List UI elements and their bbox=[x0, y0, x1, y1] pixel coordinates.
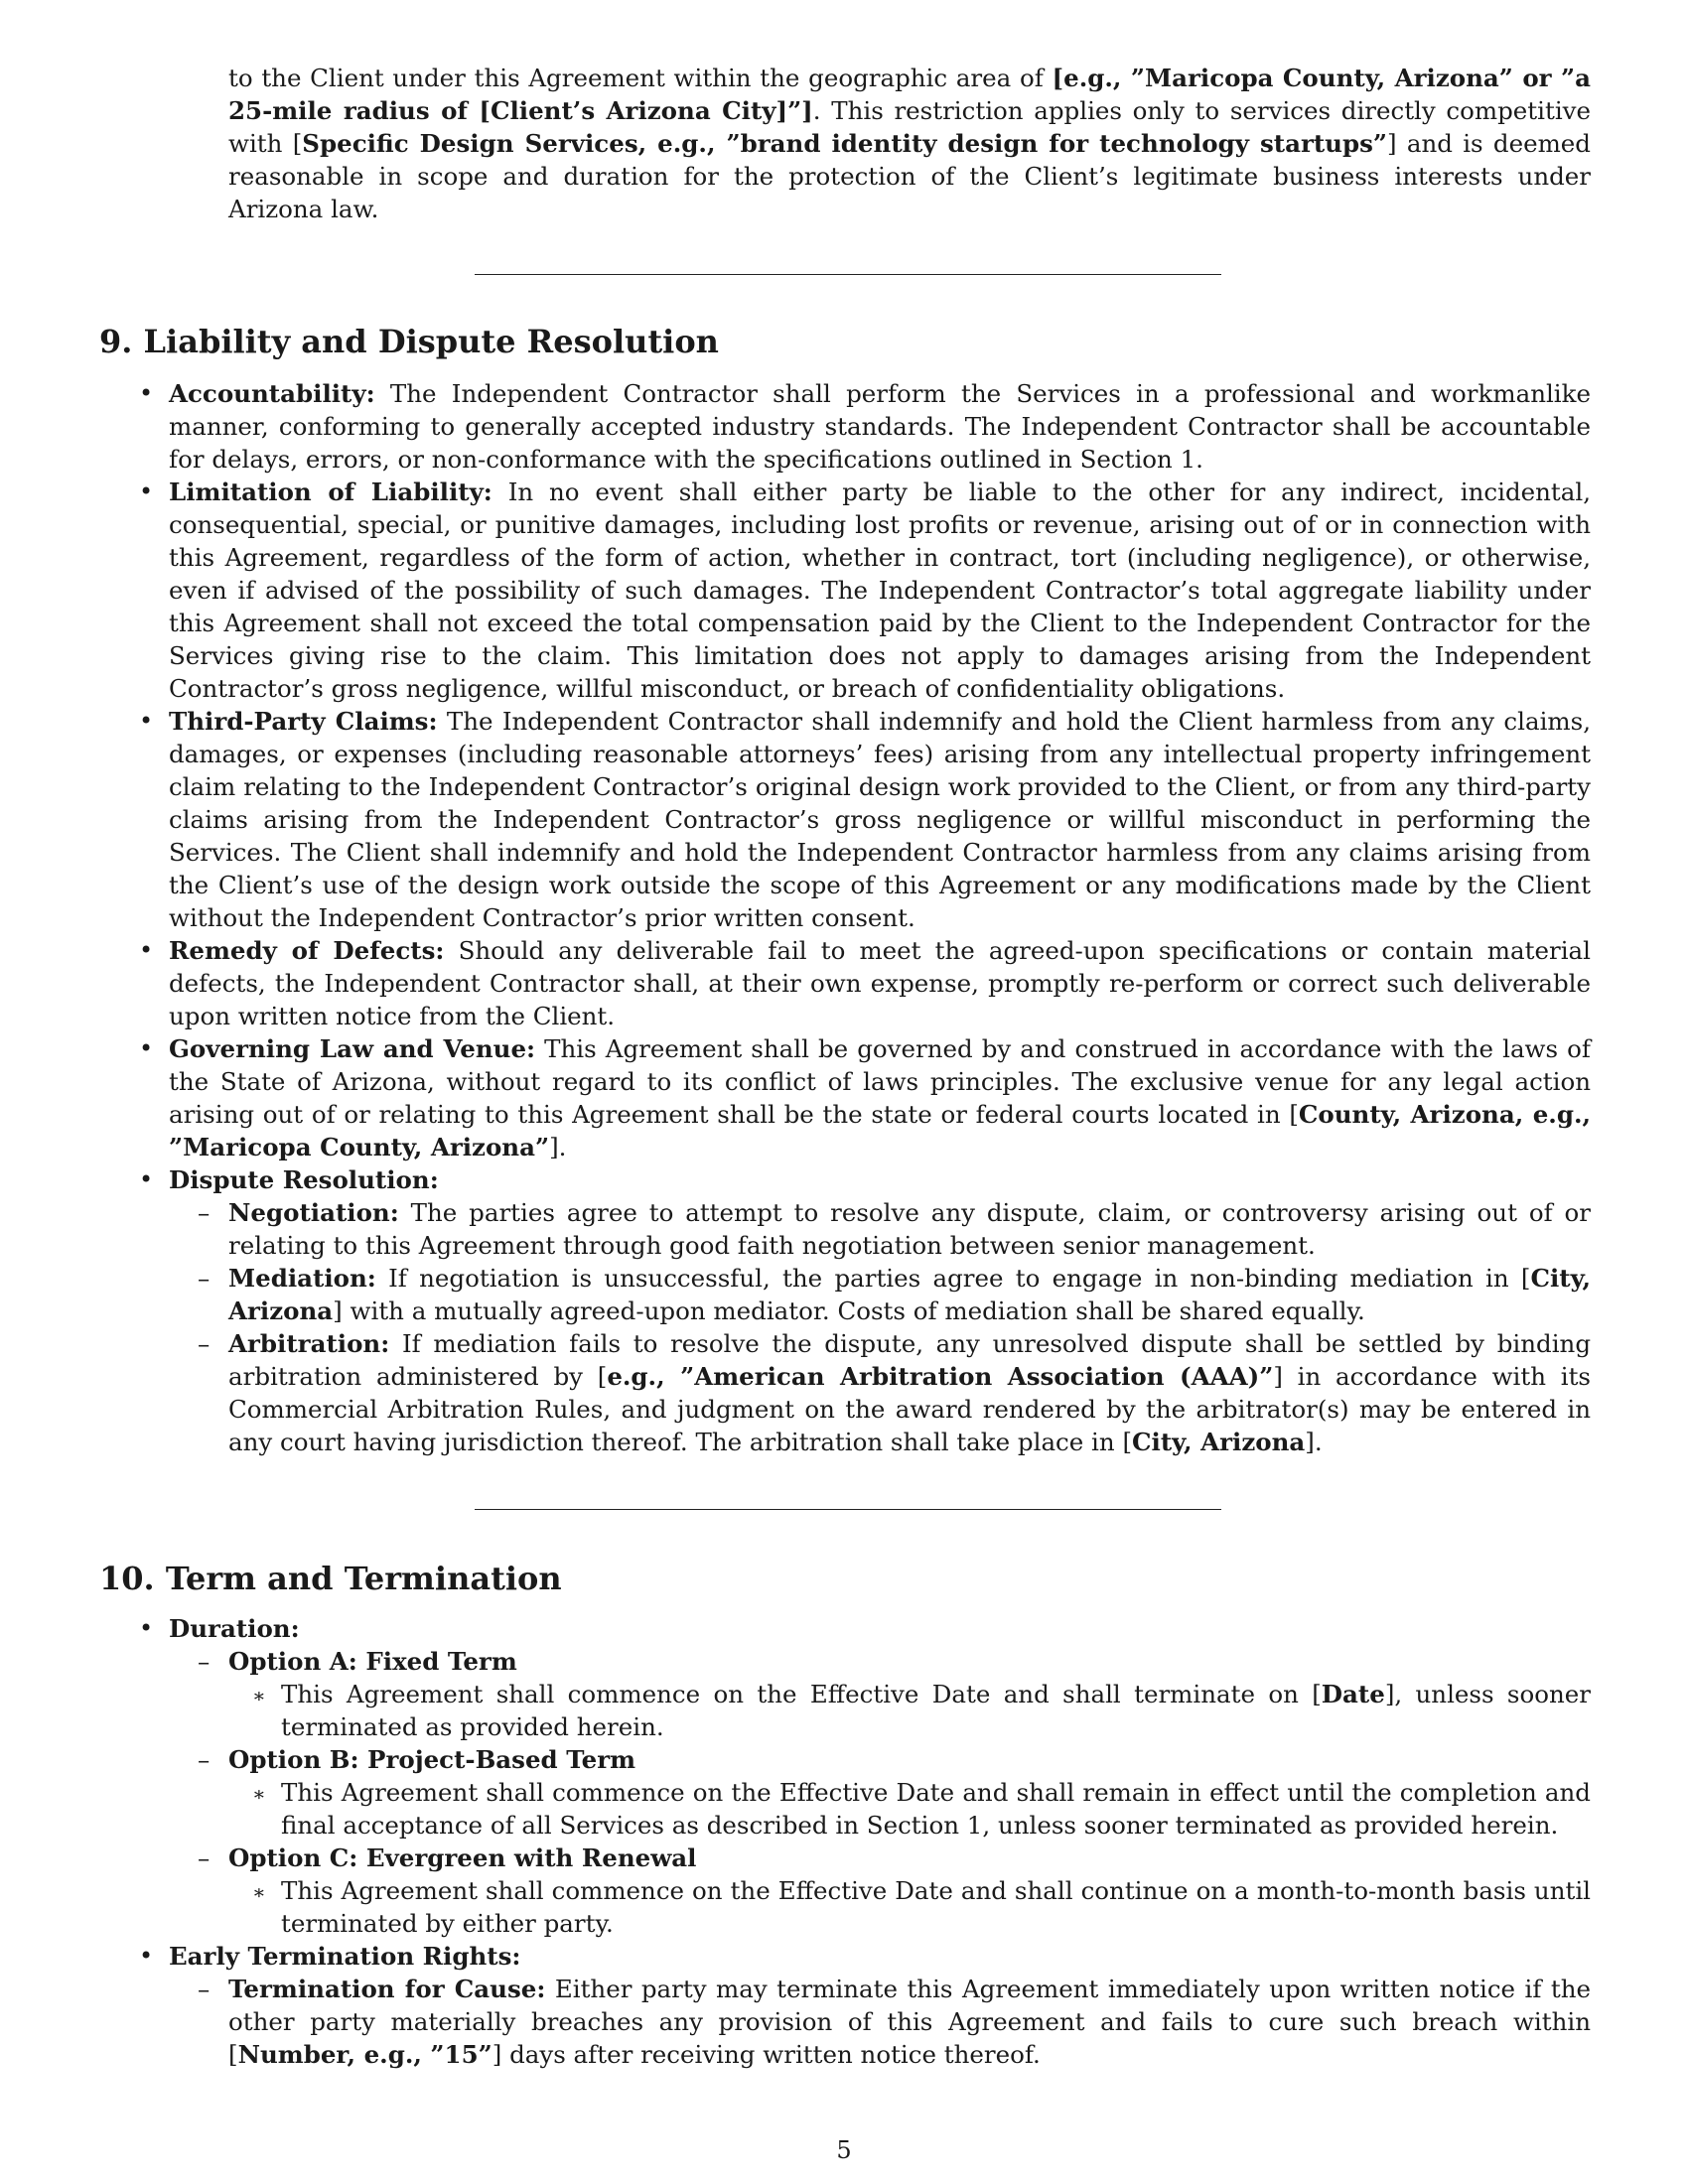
list-item-dispute-resolution: • Dispute Resolution: bbox=[139, 1165, 439, 1194]
section-divider bbox=[475, 1509, 1221, 1510]
asterisk-icon: ∗ bbox=[252, 1782, 266, 1806]
intro-paragraph: to the Client under this Agreement within the geographic area of [e.g., ”Maricopa County, Arizona” or ”a 25-mile radius of [Client’s Arizona City]”]. This restriction applies only to services directly competitive with [Specific Design Services, e.g., ”brand identity design for technology startups”] and is deemed reasonable in scope and duration for the protection of the Client’s legitimate business interests under Arizona law. bbox=[228, 64, 1592, 223]
list-item-duration: • Duration: bbox=[139, 1614, 300, 1643]
sub-sub-item-option-b-text: ∗ This Agreement shall commence on the Effective Date and shall remain in effect until the completion and final acceptance of all Services as described in Section 1, unless sooner terminated as provided herein. bbox=[252, 1778, 1591, 1840]
asterisk-icon: ∗ bbox=[252, 1684, 266, 1707]
sub-item-mediation: – Mediation: If negotiation is unsuccessful, the parties agree to engage in non-binding mediation in [City, Arizona] with a mutually agreed-upon mediator. Costs of mediation shall be shared equally. bbox=[198, 1264, 1591, 1325]
dash-icon: – bbox=[198, 1975, 211, 2003]
section-9-body bbox=[136, 377, 1591, 1458]
sub-item-option-c: – Option C: Evergreen with Renewal bbox=[198, 1843, 697, 1872]
dash-icon: – bbox=[198, 1329, 211, 1358]
bullet-icon: • bbox=[139, 379, 154, 407]
sub-sub-item-option-c-text: ∗ This Agreement shall commence on the Effective Date and shall continue on a month-to-month basis until terminated by either party. bbox=[252, 1876, 1591, 1938]
list-item-limitation-of-liability: • Limitation of Liability: In no event shall either party be liable to the other for any indirect, incidental, consequential, special, or punitive damages, including lost profits or revenue, arising out of or in connection with this Agreement, regardless of the form of action, whether in contract, tort (including negligence), or otherwise, even if advised of the possibility of such damages. The Independent Contractor’s total aggregate liability under this Agreement shall not exceed the total compensation paid by the Client to the Independent Contractor for the Services giving rise to the claim. This limitation does not apply to damages arising from the Independent Contractor’s gross negligence, willful misconduct, or breach of confidentiality obligations. bbox=[139, 478, 1591, 703]
sub-item-arbitration: – Arbitration: If mediation fails to resolve the dispute, any unresolved dispute shall be settled by binding arbitration administered by [e.g., ”American Arbitration Association (AAA)”] in accordance with its Commercial Arbitration Rules, and judgment on the award rendered by the arbitrator(s) may be entered in any court having jurisdiction thereof. The arbitration shall take place in [City, Arizona]. bbox=[198, 1329, 1591, 1456]
bullet-icon: • bbox=[139, 1034, 154, 1062]
list-item-early-termination: • Early Termination Rights: bbox=[139, 1942, 521, 1971]
sub-item-negotiation: – Negotiation: The parties agree to attempt to resolve any dispute, claim, or controversy arising out of or relating to this Agreement through good faith negotiation between senior management. bbox=[198, 1198, 1591, 1260]
list-item-accountability: • Accountability: The Independent Contractor shall perform the Services in a professional and workmanlike manner, conforming to generally accepted industry standards. The Independent Contractor shall be accountable for delays, errors, or non-conformance with the specifications outlined in Section 1. bbox=[139, 379, 1591, 474]
dash-icon: – bbox=[198, 1264, 211, 1293]
section-9-heading: 9. Liability and Dispute Resolution bbox=[99, 323, 719, 360]
list-item-governing-law: • Governing Law and Venue: This Agreement shall be governed by and construed in accordance with the laws of the State of Arizona, without regard to its conflict of laws principles. The exclusive venue for any legal action arising out of or relating to this Agreement shall be the state or federal courts located in [County, Arizona, e.g., ”Maricopa County, Arizona”]. bbox=[139, 1034, 1592, 1161]
asterisk-icon: ∗ bbox=[252, 1880, 266, 1904]
bullet-icon: • bbox=[139, 478, 154, 505]
dash-icon: – bbox=[198, 1647, 211, 1676]
sub-sub-item-option-a-text: ∗ This Agreement shall commence on the Effective Date and shall terminate on [Date], unless sooner terminated as provided herein. bbox=[252, 1680, 1591, 1741]
dash-icon: – bbox=[198, 1745, 211, 1774]
bullet-icon: • bbox=[139, 1614, 154, 1642]
list-item-remedy-of-defects: • Remedy of Defects: Should any deliverable fail to meet the agreed-upon specifications or contain material defects, the Independent Contractor shall, at their own expense, promptly re-perform or correct such deliverable upon written notice from the Client. bbox=[139, 936, 1591, 1030]
section-10-heading: 10. Term and Termination bbox=[99, 1560, 562, 1597]
dash-icon: – bbox=[198, 1843, 211, 1872]
sub-item-option-b: – Option B: Project-Based Term bbox=[198, 1745, 636, 1774]
dash-icon: – bbox=[198, 1198, 211, 1227]
list-item-third-party-claims: • Third-Party Claims: The Independent Contractor shall indemnify and hold the Client harmless from any claims, damages, or expenses (including reasonable attorneys’ fees) arising from any intellectual property infringement claim relating to the Independent Contractor’s original design work provided to the Client, or from any third-party claims arising from the Independent Contractor’s gross negligence or willful misconduct in performing the Services. The Client shall indemnify and hold the Independent Contractor harmless from any claims arising from the Client’s use of the design work outside the scope of this Agreement or any modifications made by the Client without the Independent Contractor’s prior written consent. bbox=[139, 707, 1591, 932]
page-number: 5 bbox=[836, 2136, 852, 2164]
sub-item-termination-for-cause: – Termination for Cause: Either party may terminate this Agreement immediately upon written notice if the other party materially breaches any provision of this Agreement and fails to cure such breach within [Number, e.g., ”15”] days after receiving written notice thereof. bbox=[198, 1975, 1591, 2069]
sub-item-option-a: – Option A: Fixed Term bbox=[198, 1647, 517, 1676]
section-divider bbox=[475, 274, 1221, 275]
bullet-icon: • bbox=[139, 1942, 154, 1970]
bullet-icon: • bbox=[139, 936, 154, 964]
section-10-body bbox=[136, 1612, 1591, 2071]
bullet-icon: • bbox=[139, 1165, 154, 1193]
bullet-icon: • bbox=[139, 707, 154, 735]
